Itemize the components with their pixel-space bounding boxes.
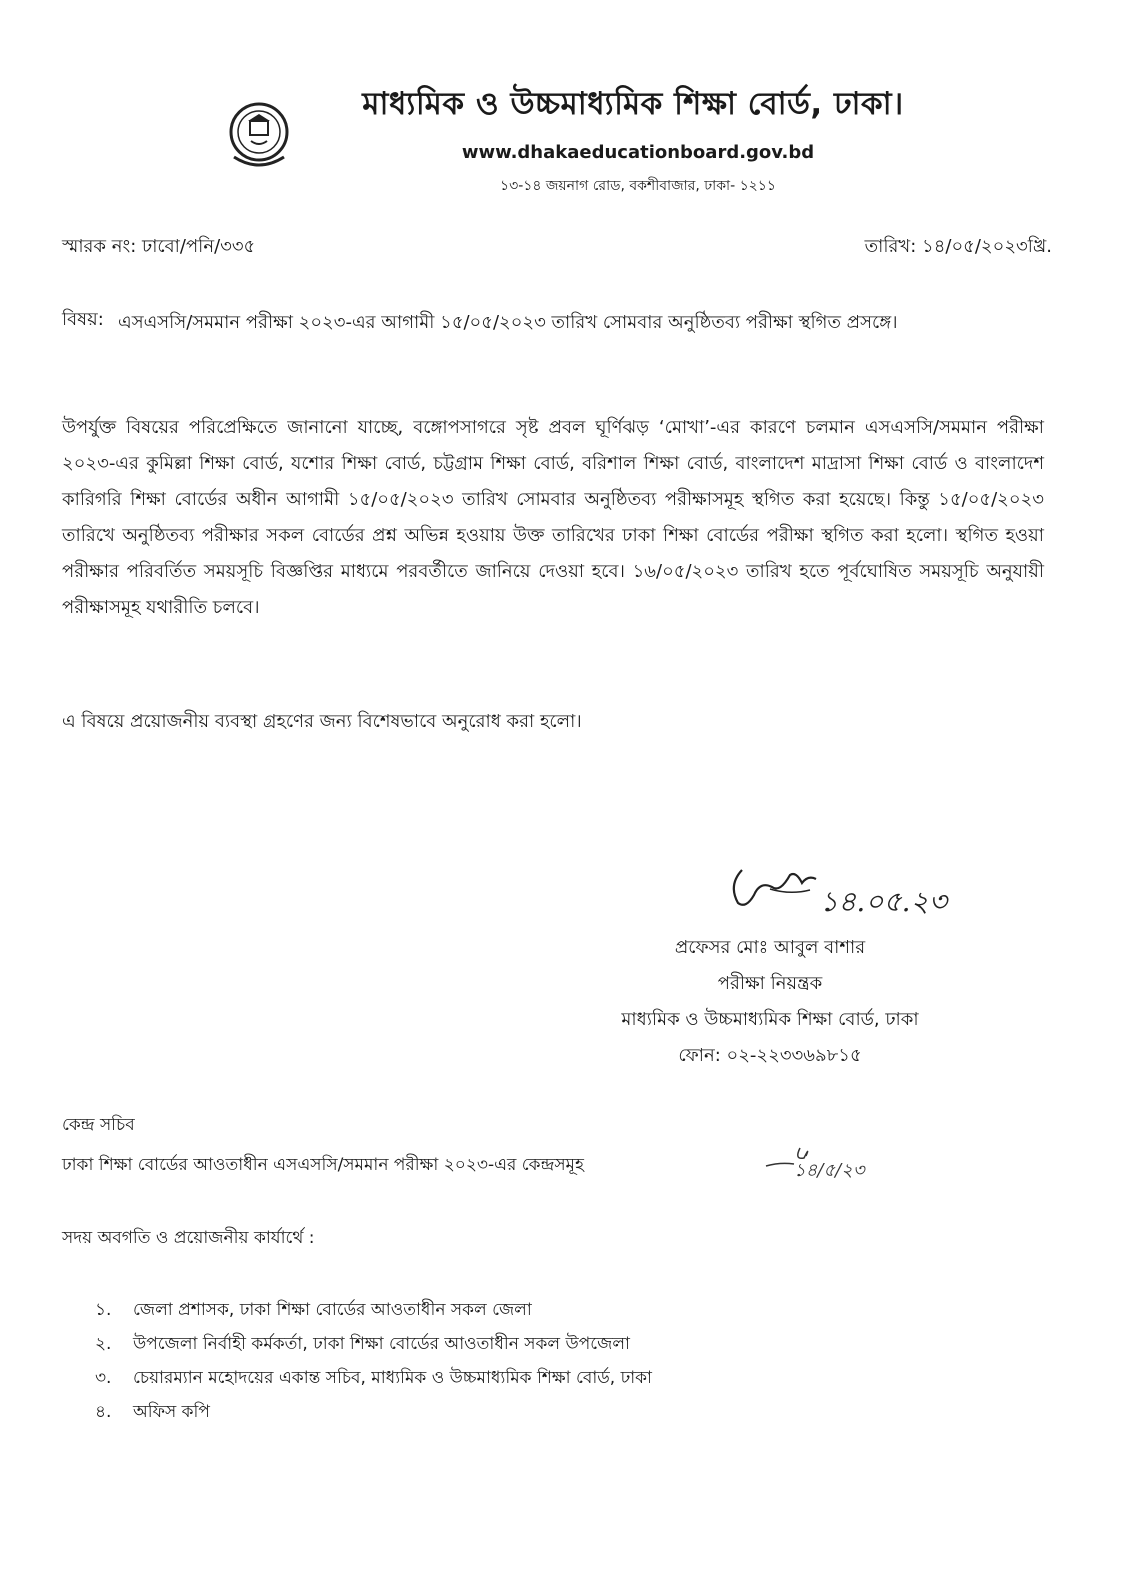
signature-date: ১৪.০৫.২৩ (820, 885, 947, 918)
list-item: ৪. অফিস কপি (95, 1402, 210, 1422)
initial-date: ১৪/৫/২৩ (794, 1160, 865, 1181)
board-address: ১৩-১৪ জয়নাগ রোড, বকশীবাজার, ঢাকা- ১২১১ (500, 178, 776, 194)
list-item: ১. জেলা প্রশাসক, ঢাকা শিক্ষা বোর্ডের আওতাধীন সকল জেলা (95, 1300, 532, 1320)
subject-label: বিষয়: (62, 309, 104, 330)
memo-date: তারিখ: ১৪/০৫/২০২৩খ্রি. (864, 236, 1052, 257)
subject-text: এসএসসি/সমমান পরীক্ষা ২০২৩-এর আগামী ১৫/০৫/২০২৩ তারিখ সোমবার অনুষ্ঠিতব্য পরীক্ষা স্থগিত প্রসঙ্গে। (118, 312, 898, 333)
memo-number: স্মারক নং: ঢাবো/পনি/৩৩৫ (62, 236, 256, 257)
copies-list (95, 1293, 652, 1429)
signatory-phone: ফোন: ০২-২২৩৩৬৯৮১৫ (678, 1045, 862, 1066)
request-line: এ বিষয়ে প্রয়োজনীয় ব্যবস্থা গ্রহণের জন্য বিশেষভাবে অনুরোধ করা হলো। (62, 711, 582, 732)
recipient-title: কেন্দ্র সচিব (62, 1115, 135, 1135)
signature-block (560, 930, 980, 1074)
recipient-description: ঢাকা শিক্ষা বোর্ডের আওতাধীন এসএসসি/সমমান পরীক্ষা ২০২৩-এর কেন্দ্রসমূহ (62, 1155, 584, 1175)
board-website: www.dhakaeducationboard.gov.bd (461, 142, 815, 163)
copies-title: সদয় অবগতি ও প্রয়োজনীয় কার্যার্থে : (62, 1228, 315, 1248)
body-paragraph: উপর্যুক্ত বিষয়ের পরিপ্রেক্ষিতে জানানো যাচ্ছে, বঙ্গোপসাগরে সৃষ্ট প্রবল ঘূর্ণিঝড় ‘মোখা’-এর কারণে চলমান এসএসসি/সমমান পরীক্ষা ২০২৩-এর কুমিল্লা শিক্ষা বোর্ড, যশোর শিক্ষা বোর্ড, চট্টগ্রাম শিক্ষা বোর্ড, বরিশাল শিক্ষা বোর্ড, বাংলাদেশ মাদ্রাসা শিক্ষা বোর্ড ও বাংলাদেশ কারিগরি শিক্ষা বোর্ডের অধীন আগামী ১৫/০৫/২০২৩ তারিখ সোমবার অনুষ্ঠিতব্য পরীক্ষাসমূহ স্থগিত করা হয়েছে। কিন্তু ১৫/০৫/২০২৩ তারিখে অনুষ্ঠিতব্য পরীক্ষার সকল বোর্ডের প্রশ্ন অভিন্ন হওয়ায় উক্ত তারিখের ঢাকা শিক্ষা বোর্ডের পরীক্ষা স্থগিত করা হলো। স্থগিত হওয়া পরীক্ষার পরিবর্তিত সময়সূচি বিজ্ঞপ্তির মাধ্যমে পরবর্তীতে জানিয়ে দেওয়া হবে। ১৬/০৫/২০২৩ তারিখ হতে পূর্বঘোষিত সময়সূচি অনুযায়ী পরীক্ষাসমূহ যথারীতি চলবে। (62, 417, 1044, 618)
signature-mark (720, 845, 980, 925)
signatory-office: মাধ্যমিক ও উচ্চমাধ্যমিক শিক্ষা বোর্ড, ঢাকা (621, 1009, 919, 1030)
signatory-designation: পরীক্ষা নিয়ন্ত্রক (717, 973, 823, 994)
list-item: ২. উপজেলা নির্বাহী কর্মকর্তা, ঢাকা শিক্ষা বোর্ডের আওতাধীন সকল উপজেলা (95, 1334, 630, 1354)
initial-mark (760, 1138, 900, 1183)
board-title: মাধ্যমিক ও উচ্চমাধ্যমিক শিক্ষা বোর্ড, ঢাকা। (362, 86, 904, 122)
list-item: ৩. চেয়ারম্যান মহোদয়ের একান্ত সচিব, মাধ্যমিক ও উচ্চমাধ্যমিক শিক্ষা বোর্ড, ঢাকা (95, 1368, 652, 1388)
signatory-name: প্রফেসর মোঃ আবুল বাশার (674, 937, 866, 958)
